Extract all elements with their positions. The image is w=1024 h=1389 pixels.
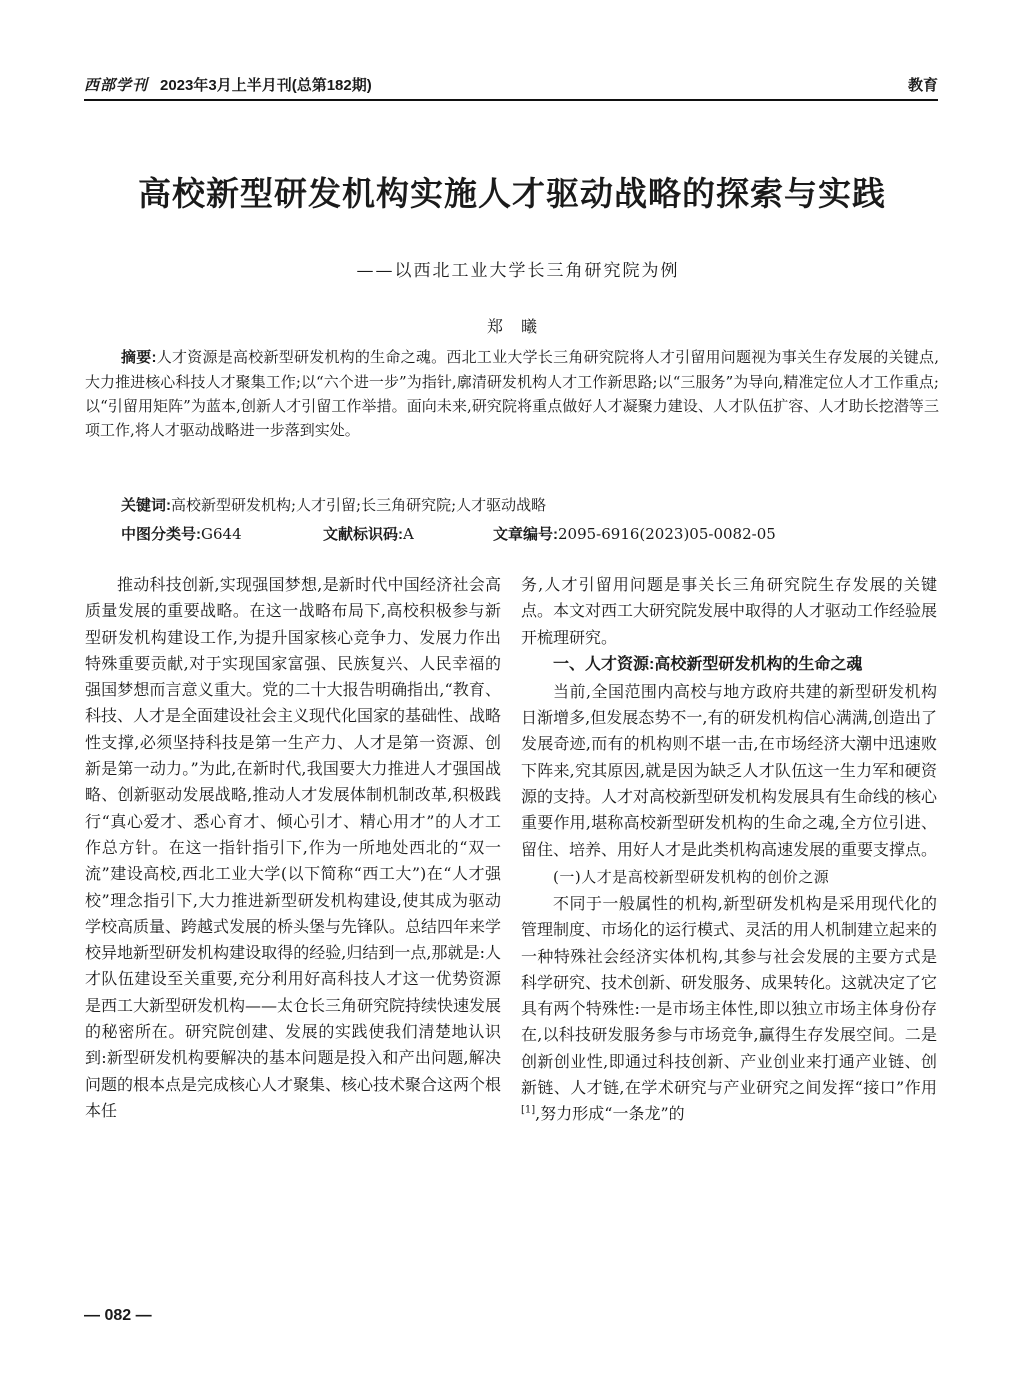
body-column-left [85, 572, 501, 1124]
journal-logo: 西部学刊 [84, 76, 149, 94]
author-name: 郑曦 [486, 317, 555, 336]
section-label: 教育 [907, 77, 938, 94]
subsection-heading: (一)人才是高校新型研发机构的创价之源 [553, 867, 830, 886]
keywords-text: 高校新型研发机构;人才引留;长三角研究院;人才驱动战略 [171, 496, 547, 514]
classification-meta [121, 522, 776, 547]
body-paragraph-text: 不同于一般属性的机构,新型研发机构是采用现代化的管理制度、市场化的运行模式、灵活的用人机制建立起来的一种特殊社会经济实体机构,其参与社会发展的主要方式是科学研究、技术创新、研发服务、成果转化。这就决定了它具有两个特殊性:一是市场主体性,即以独立市场主体身份存在,以科技研发服务参与市场竞争,赢得生存发展空间。二是创新创业性,即通过科技创新、产业创业来打通产业链、创新链、人才链,在学术研究与产业研究之间发挥“接口”作用 [521, 893, 938, 1098]
body-column-right [521, 572, 937, 1128]
doc-code-label: 文献标识码: [323, 526, 403, 543]
abstract-label: 摘要: [121, 349, 157, 366]
keywords-label: 关键词: [121, 497, 171, 514]
clc-label: 中图分类号: [121, 526, 201, 543]
citation-ref[interactable]: [1] [521, 1105, 536, 1117]
body-paragraph [521, 891, 937, 1128]
body-paragraph: 推动科技创新,实现强国梦想,是新时代中国经济社会高质量发展的重要战略。在这一战略布局下,高校积极参与新型研发机构建设工作,为提升国家核心竞争力、发展力作出特殊重要贡献,对于实现国家富强、民族复兴、人民幸福的强国梦想而言意义重大。党的二十大报告明确指出,“教育、科技、人才是全面建设社会主义现代化国家的基础性、战略性支撑,必须坚持科技是第一生产力、人才是第一资源、创新是第一动力。”为此,在新时代,我国要大力推进人才强国战略、创新驱动发展战略,推动人才发展体制机制改革,积极践行“真心爱才、悉心育才、倾心引才、精心用才”的人才工作总方针。在这一指针指引下,作为一所地处西北的“双一流”建设高校,西北工业大学(以下简称“西工大”)在“人才强校”理念指引下,大力推进新型研发机构建设,使其成为驱动学校高质量、跨越式发展的桥头堡与先锋队。总结四年来学校异地新型研发机构建设取得的经验,归结到一点,那就是:人才队伍建设至关重要,充分利用好高科技人才这一优势资源是西工大新型研发机构——太仓长三角研究院持续快速发展的秘密所在。研究院创建、发展的实践使我们清楚地认识到:新型研发机构要解决的基本问题是投入和产出问题,解决问题的根本点是完成核心人才聚集、核心技术聚合这两个根本任 [85, 575, 502, 1120]
running-header [84, 72, 938, 96]
body-paragraph: 当前,全国范围内高校与地方政府共建的新型研发机构日渐增多,但发展态势不一,有的研发机构信心满满,创造出了发展奇迹,而有的机构则不堪一击,在市场经济大潮中迅速败下阵来,究其原因,就是因为缺乏人才队伍这一生力军和硬资源的支持。人才对高校新型研发机构发展具有生命线的核心重要作用,堪称高校新型研发机构的生命之魂,全方位引进、留住、培养、用好人才是此类机构高速发展的重要支撑点。 [521, 681, 938, 859]
article-subtitle: ——以西北工业大学长三角研究院为例 [356, 261, 680, 281]
page-number: — 082 — [84, 1307, 152, 1324]
header-divider [84, 99, 938, 101]
section-heading: 一、人才资源:高校新型研发机构的生命之魂 [553, 655, 863, 673]
body-paragraph: 务,人才引留用问题是事关长三角研究院生存发展的关键点。本文对西工大研究院发展中取得的人才驱动工作经验展开梳理研究。 [521, 575, 938, 647]
doc-code-value: A [403, 525, 414, 543]
article-number-value: 2095-6916(2023)05-0082-05 [558, 525, 776, 543]
article-number-label: 文章编号: [493, 526, 558, 543]
abstract-text: 人才资源是高校新型研发机构的生命之魂。西北工业大学长三角研究院将人才引留用问题视为事关生存发展的关键点,大力推进核心科技人才聚集工作;以“六个进一步”为指针,廓清研发机构人才工作新思路;以“三服务”为导向,精准定位人才工作重点;以“引留用矩阵”为蓝本,创新人才引留工作举措。面向未来,研究院将重点做好人才凝聚力建设、人才队伍扩容、人才助长挖潜等三项工作,将人才驱动战略进一步落到实处。 [85, 348, 940, 439]
abstract [85, 345, 939, 442]
body-paragraph-tail: ,努力形成“一条龙”的 [535, 1104, 685, 1124]
article-title: 高校新型研发机构实施人才驱动战略的探索与实践 [138, 174, 886, 213]
issue-info: 2023年3月上半月刊(总第182期) [160, 77, 372, 94]
clc-value: G644 [201, 525, 242, 543]
keywords [85, 493, 939, 518]
